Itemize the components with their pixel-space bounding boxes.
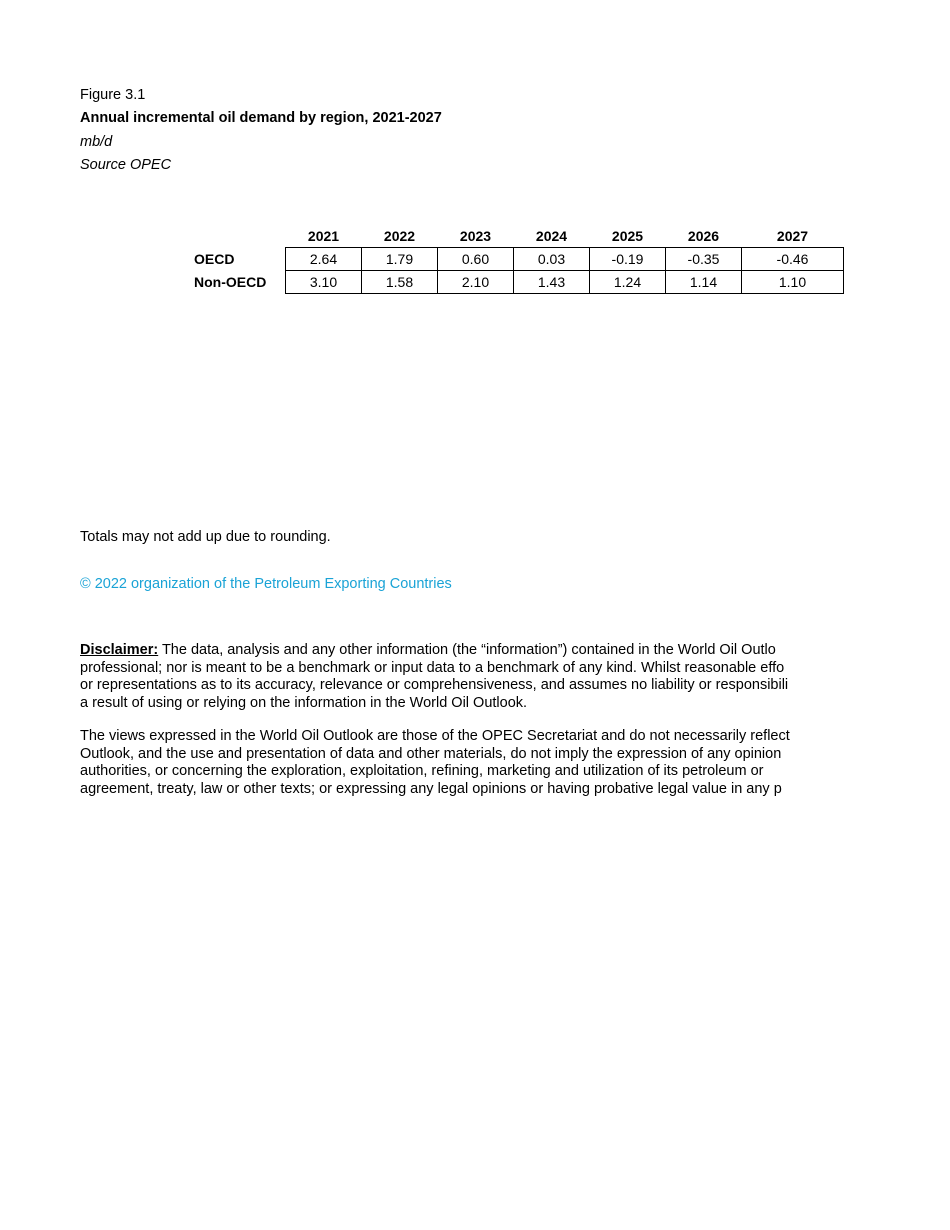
table-cell: 1.79	[362, 248, 438, 271]
disclaimer-text: The data, analysis and any other information (the “information”) contained in the World Oil Outlo	[158, 642, 776, 658]
disclaimer-line: or representations as to its accuracy, relevance or comprehensiveness, and assumes no liability or responsibili	[80, 677, 789, 693]
demand-table	[190, 225, 844, 294]
disclaimer-paragraph-1	[80, 642, 840, 712]
disclaimer-line: The views expressed in the World Oil Outlook are those of the OPEC Secretariat and do not necessarily reflect	[80, 728, 790, 744]
disclaimer-line: authorities, or concerning the exploration, exploitation, refining, marketing and utilization of its petroleum or	[80, 763, 764, 779]
figure-number: Figure 3.1	[80, 87, 146, 103]
figure-title: Annual incremental oil demand by region, 2021-2027	[80, 110, 442, 126]
column-header-2026: 2026	[687, 228, 720, 244]
table-cell: 3.10	[286, 271, 362, 294]
figure-source: Source OPEC	[80, 157, 172, 173]
disclaimer-line: professional; nor is meant to be a benchmark or input data to a benchmark of any kind. Whilst reasonable effo	[80, 659, 785, 676]
table-cell: 2.64	[286, 248, 362, 271]
figure-unit: mb/d	[80, 134, 113, 150]
table-row-oecd	[190, 248, 844, 271]
header-corner	[190, 225, 286, 248]
table-cell: -0.46	[742, 248, 844, 271]
table-cell: 1.24	[590, 271, 666, 294]
table-cell: 0.03	[514, 248, 590, 271]
column-header-2024: 2024	[535, 228, 568, 244]
disclaimer-line	[80, 642, 840, 660]
table-cell: 2.10	[438, 271, 514, 294]
table-cell: 1.10	[742, 271, 844, 294]
column-header-2025: 2025	[611, 228, 644, 244]
table-cell: 0.60	[438, 248, 514, 271]
table-header-row	[190, 225, 844, 248]
rounding-note: Totals may not add up due to rounding.	[80, 529, 331, 545]
column-header-2023: 2023	[459, 228, 492, 244]
column-header-2021: 2021	[307, 228, 340, 244]
copyright-notice: © 2022 organization of the Petroleum Exporting Countries	[80, 576, 452, 592]
row-label: Non-OECD	[194, 274, 267, 290]
column-header-2027: 2027	[776, 228, 809, 244]
disclaimer-paragraph-2	[80, 728, 840, 798]
disclaimer-label: Disclaimer:	[80, 642, 159, 658]
disclaimer-line: a result of using or relying on the information in the World Oil Outlook.	[80, 694, 528, 711]
table-cell: 1.14	[666, 271, 742, 294]
table-cell: 1.43	[514, 271, 590, 294]
table-cell: -0.19	[590, 248, 666, 271]
table-row-non-oecd	[190, 271, 844, 294]
column-header-2022: 2022	[383, 228, 416, 244]
table-cell: -0.35	[666, 248, 742, 271]
table-cell: 1.58	[362, 271, 438, 294]
row-label: OECD	[194, 251, 235, 267]
disclaimer-line: Outlook, and the use and presentation of data and other materials, do not imply the expression of any opinion	[80, 745, 782, 762]
disclaimer-line: agreement, treaty, law or other texts; or expressing any legal opinions or having probative legal value in any p	[80, 780, 782, 797]
